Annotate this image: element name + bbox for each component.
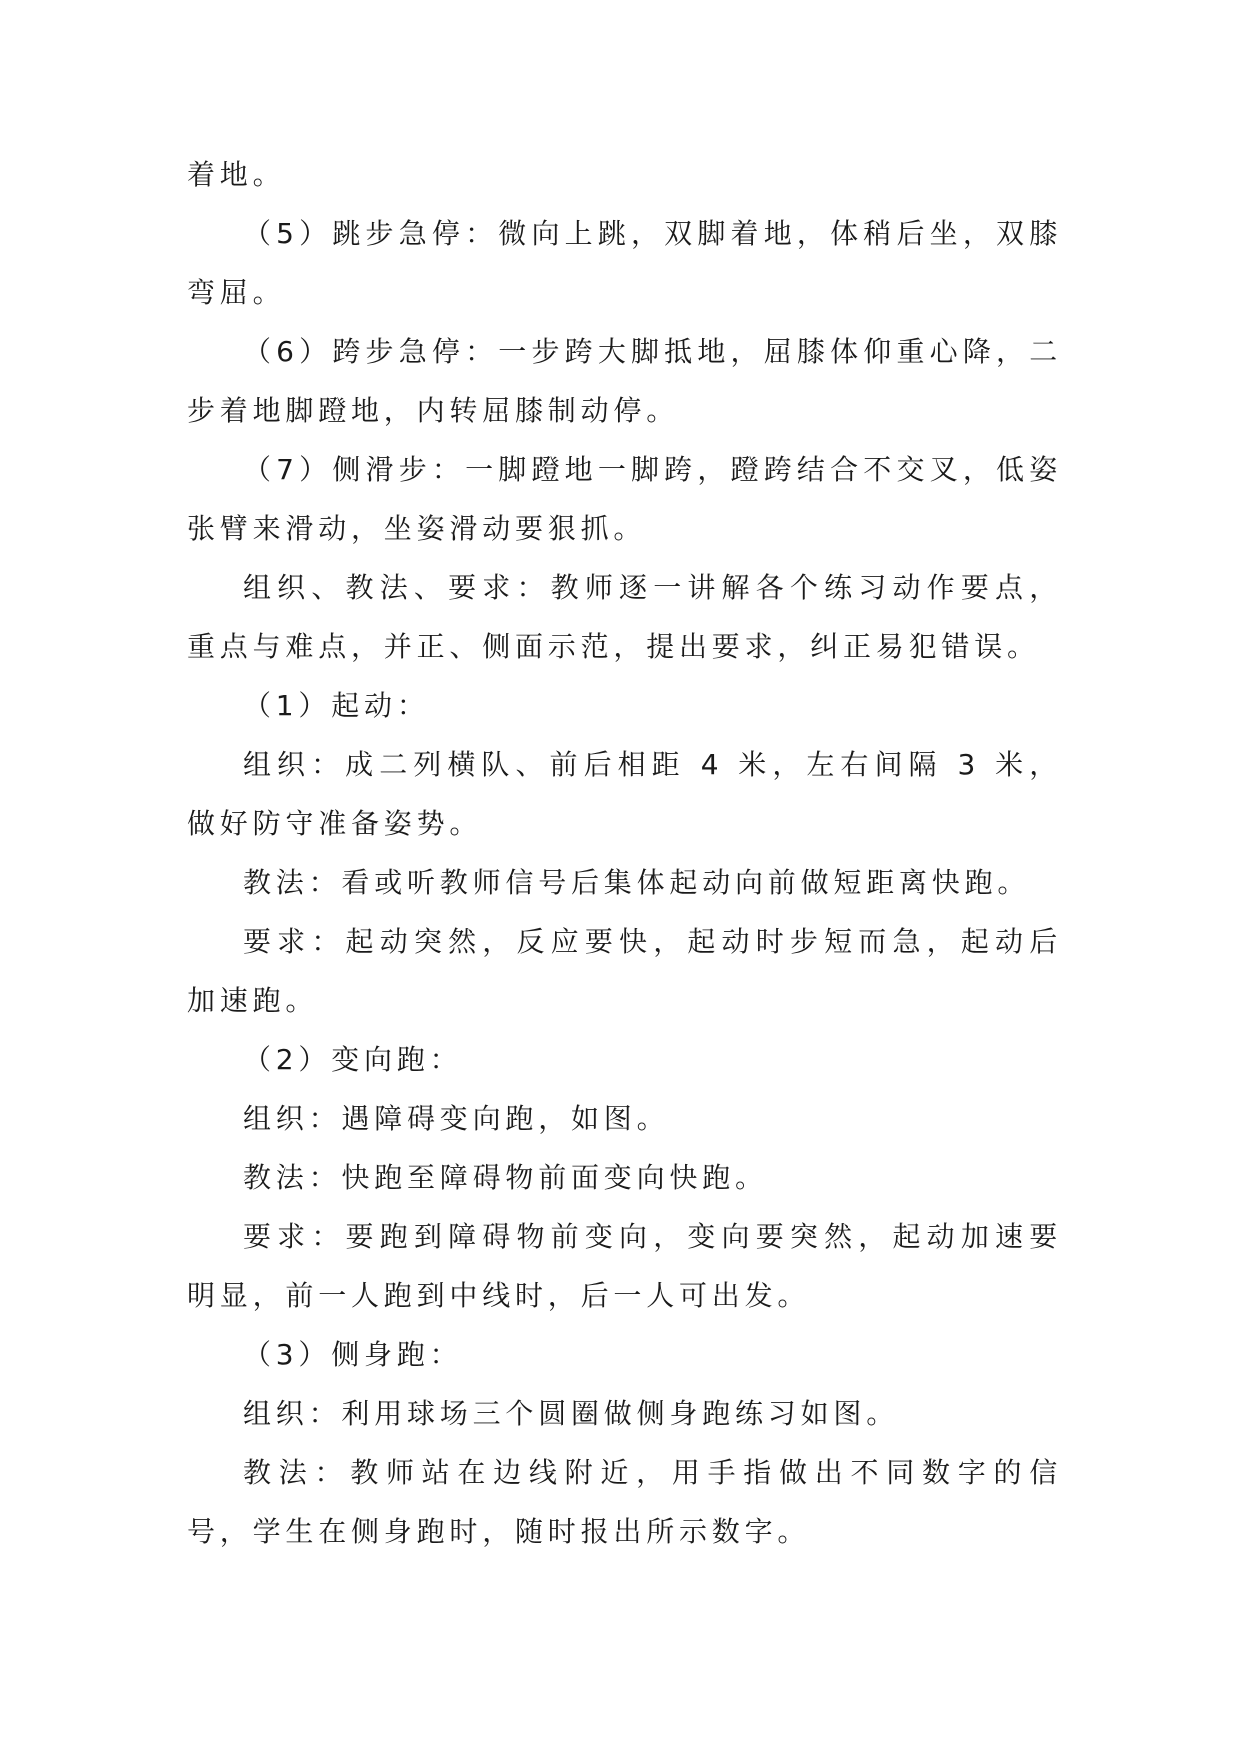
paragraph-direction-heading: （2）变向跑： bbox=[243, 1043, 463, 1076]
paragraph-side-slide: （7）侧滑步：一脚蹬地一脚跨，蹬跨结合不交叉，低姿张臂来滑动，坐姿滑动要狠抓。 bbox=[187, 453, 1062, 545]
paragraph-jump-stop: （5）跳步急停：微向上跳，双脚着地，体稍后坐，双膝弯屈。 bbox=[187, 217, 1062, 309]
paragraph-sideways-method: 教法：教师站在边线附近，用手指做出不同数字的信号，学生在侧身跑时，随时报出所示数字。 bbox=[187, 1456, 1062, 1548]
paragraph-start-heading: （1）起动： bbox=[243, 689, 430, 722]
paragraph-direction-requirement: 要求：要跑到障碍物前变向，变向要突然，起动加速要明显，前一人跑到中线时，后一人可出发。 bbox=[187, 1220, 1062, 1312]
paragraph-start-requirement: 要求：起动突然，反应要快，起动时步短而急，起动后加速跑。 bbox=[187, 925, 1062, 1017]
paragraph-direction-organization: 组织：遇障碍变向跑，如图。 bbox=[243, 1102, 670, 1135]
paragraph-start-organization: 组织：成二列横队、前后相距 4 米，左右间隔 3 米，做好防守准备姿势。 bbox=[187, 748, 1062, 840]
paragraph-stride-stop: （6）跨步急停：一步跨大脚抵地，屈膝体仰重心降，二步着地脚蹬地，内转屈膝制动停。 bbox=[187, 335, 1062, 427]
paragraph-sideways-heading: （3）侧身跑： bbox=[243, 1338, 463, 1371]
paragraph-direction-method: 教法：快跑至障碍物前面变向快跑。 bbox=[243, 1161, 768, 1194]
paragraph-organization-overview: 组织、教法、要求：教师逐一讲解各个练习动作要点，重点与难点，并正、侧面示范，提出要求，纠正易犯错误。 bbox=[187, 571, 1062, 663]
paragraph-start-method: 教法：看或听教师信号后集体起动向前做短距离快跑。 bbox=[243, 866, 1031, 899]
paragraph-continuation: 着地。 bbox=[187, 158, 286, 191]
paragraph-sideways-organization: 组织：利用球场三个圆圈做侧身跑练习如图。 bbox=[243, 1397, 900, 1430]
body-text bbox=[187, 145, 1062, 1561]
